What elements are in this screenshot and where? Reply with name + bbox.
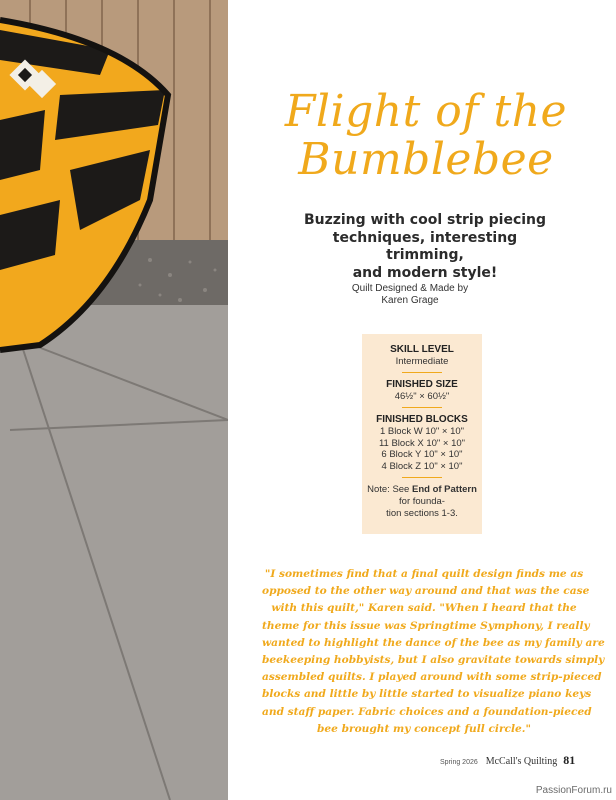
block-list-item: 4 Block Z 10" × 10" [381,460,463,472]
quote-line: assembled quilts. I played around with some strip-pieced [262,671,602,684]
subtitle-line-3: and modern style! [352,264,498,281]
skill-level-label: SKILL LEVEL [390,344,454,355]
quote-line: with this quilt," Karen said. "When I heard that the [271,602,577,615]
quote-line: theme for this issue was Springtime Symphony, I really [262,619,590,632]
note-prefix: Note: See [367,484,412,496]
quote-line: bee brought my concept full circle." [317,722,531,735]
quote-line: beekeeping hobbyists, but I also gravitate towards simply [262,654,605,667]
page-footer [440,753,575,768]
block-list-item: 1 Block W 10" × 10" [379,425,465,437]
subtitle-line-1: Buzzing with cool strip piecing [303,212,547,228]
quote-line: and staff paper. Fabric choices and a foundation-pieced [262,705,592,718]
credit-designer-name: Karen Grage [381,295,439,306]
quote-line: blocks and little by little started to visualize piano keys [262,688,592,701]
magazine-name: McCall's Quilting [485,756,558,767]
credit-line-1: Quilt Designed & Made by [351,283,469,294]
designer-quote [262,566,605,738]
block-list-item: 6 Block Y 10" × 10" [381,449,463,461]
divider [402,372,442,373]
skill-level-value: Intermediate [395,355,449,367]
article-subtitle [300,212,550,282]
block-list-item: 11 Block X 10" × 10" [378,437,466,449]
note-rest: for founda- [399,495,445,507]
finished-blocks-label: FINISHED BLOCKS [376,414,468,426]
pattern-info-box [362,334,482,534]
article-title [236,88,616,184]
finished-size-value: 46½" × 60½" [394,390,450,402]
note-line-3: tion sections 1-3. [386,507,458,519]
title-line-2: Bumblebee [298,134,554,185]
issue-label: Spring 2026 [440,759,478,766]
watermark-text: PassionForum.ru [535,785,612,796]
page-number: 81 [563,753,576,767]
divider [402,477,442,478]
pattern-note [362,484,482,519]
divider [402,407,442,408]
quilt-photo [0,0,228,800]
subtitle-line-2: techniques, interesting trimming, [332,229,518,263]
note-line-1 [362,484,482,507]
concrete-ground [0,305,228,800]
title-line-1: Flight of the [284,86,568,137]
finished-size-label: FINISHED SIZE [386,379,458,391]
note-bold-ref: End of Pattern [411,484,477,496]
quote-line: wanted to highlight the dance of the bee as my family are [262,636,605,649]
quilt-photo-illustration [0,0,228,800]
designer-credit [310,283,510,307]
quote-line: opposed to the other way around and that was the case [262,585,590,598]
quote-line: "I sometimes find that a final quilt design finds me as [264,568,584,580]
